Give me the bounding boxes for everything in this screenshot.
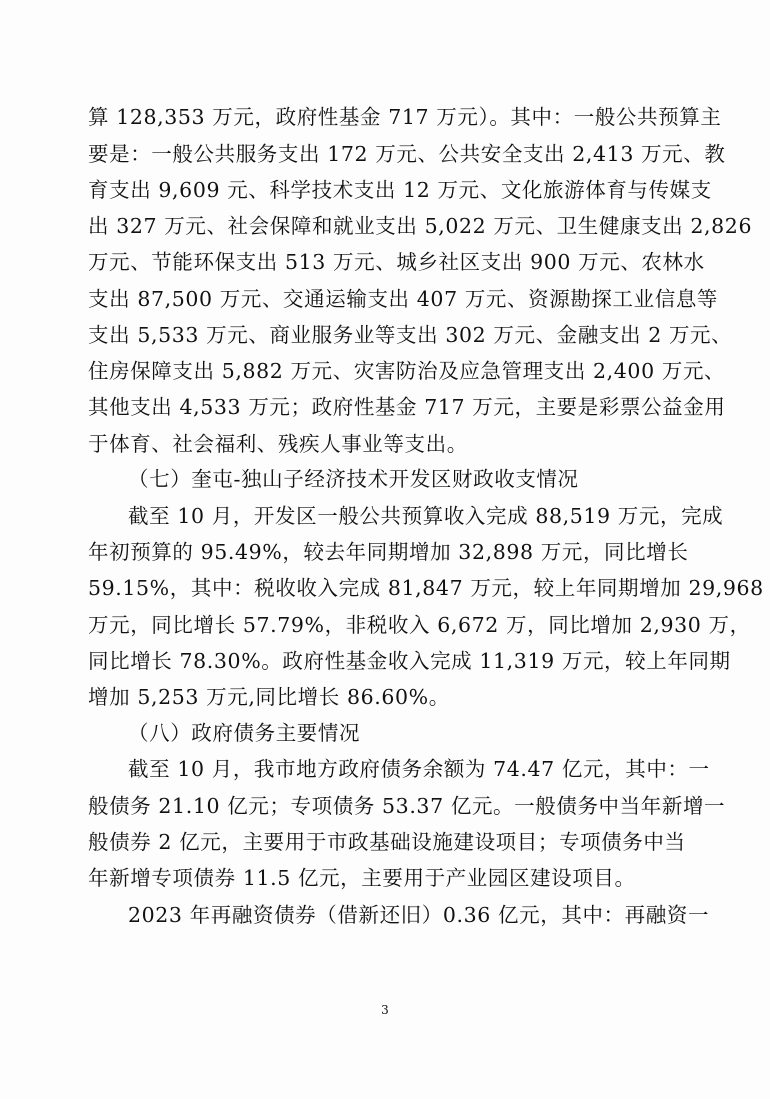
text-line: 59.15%，其中：税收收入完成 81,847 万元，较上年同期增加 29,968 [88, 576, 764, 600]
text-line: 增加 5,253 万元,同比增长 86.60%。 [88, 685, 450, 709]
text-line: 万元、节能环保支出 513 万元、城乡社区支出 900 万元、农林水 [88, 250, 705, 274]
text-line: 截至 10 月，我市地方政府债务余额为 74.47 亿元，其中：一 [128, 757, 710, 781]
text-line: 出 327 万元、社会保障和就业支出 5,022 万元、卫生健康支出 2,826 [88, 214, 753, 238]
page-number: 3 [381, 1003, 389, 1017]
text-line: 算 128,353 万元，政府性基金 717 万元）。其中：一般公共预算主 [88, 105, 722, 129]
text-line: 育支出 9,609 元、科学技术支出 12 万元、文化旅游体育与传媒支 [88, 178, 712, 202]
text-line: 同比增长 78.30%。政府性基金收入完成 11,319 万元，较上年同期 [88, 649, 731, 673]
text-line: 年初预算的 95.49%，较去年同期增加 32,898 万元，同比增长 [88, 540, 689, 564]
text-line: 般债券 2 亿元，主要用于市政基础设施建设项目；专项债务中当 [88, 830, 686, 854]
text-line: 般债务 21.10 亿元；专项债务 53.37 亿元。一般债务中当年新增一 [88, 794, 726, 818]
text-line: 支出 5,533 万元、商业服务业等支出 302 万元、金融支出 2 万元、 [88, 323, 733, 347]
text-line: 其他支出 4,533 万元；政府性基金 717 万元，主要是彩票公益金用 [88, 395, 726, 419]
text-line: 要是：一般公共服务支出 172 万元、公共安全支出 2,413 万元、教 [88, 142, 726, 166]
text-line: 住房保障支出 5,882 万元、灾害防治及应急管理支出 2,400 万元、 [88, 359, 726, 383]
text-line: 于体育、社会福利、残疾人事业等支出。 [88, 432, 468, 456]
text-line: 年新增专项债券 11.5 亿元，主要用于产业园区建设项目。 [88, 866, 636, 890]
section-heading: （八）政府债务主要情况 [128, 721, 361, 745]
text-line: 2023 年再融资债券（借新还旧）0.36 亿元，其中：再融资一 [128, 903, 710, 927]
text-line: 万元，同比增长 57.79%，非税收入 6,672 万，同比增加 2,930 万， [88, 613, 751, 637]
section-heading: （七）奎屯-独山子经济技术开发区财政收支情况 [128, 467, 579, 491]
text-line: 支出 87,500 万元、交通运输支出 407 万元、资源勘探工业信息等 [88, 287, 719, 311]
text-line: 截至 10 月，开发区一般公共预算收入完成 88,519 万元，完成 [128, 504, 724, 528]
